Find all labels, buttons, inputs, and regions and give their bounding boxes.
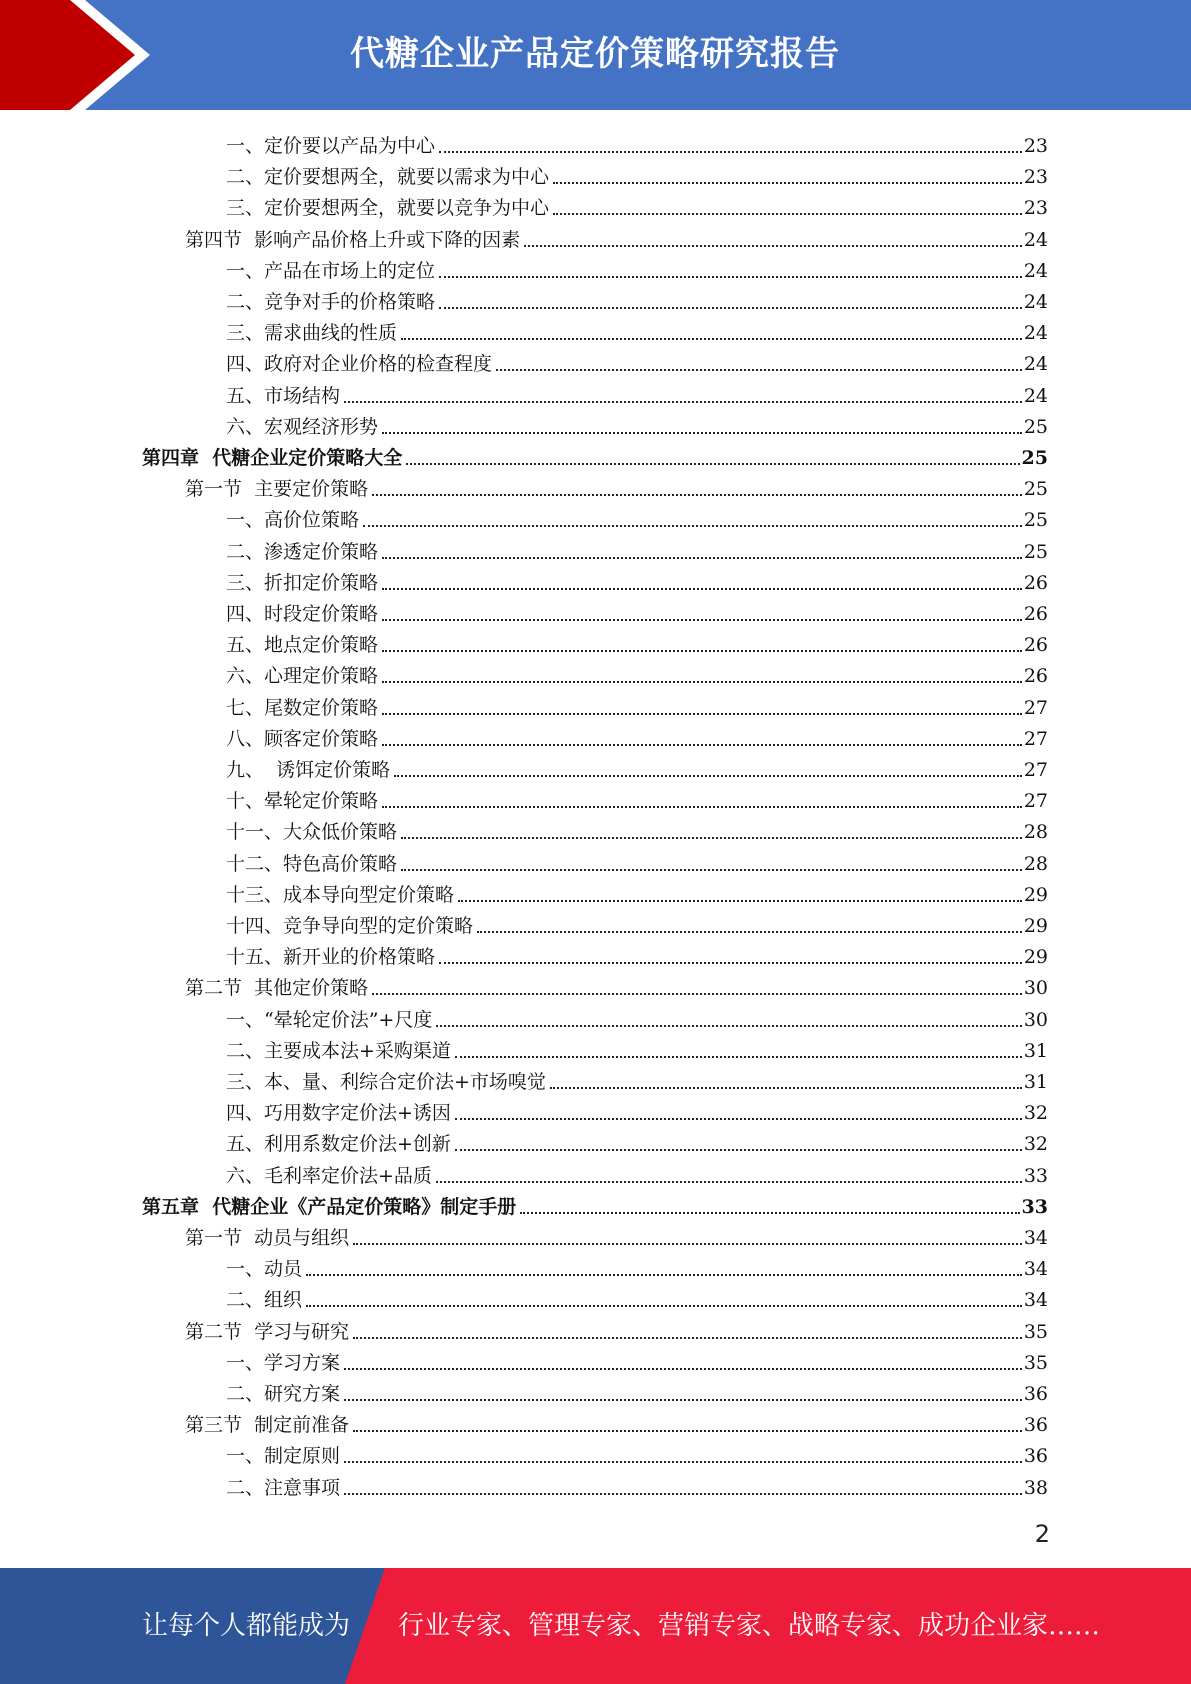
toc-page-number: 27: [1023, 696, 1048, 719]
toc-item-entry[interactable]: [226, 907, 1048, 938]
toc-page-number: 34: [1023, 1258, 1048, 1281]
toc-entry-title: 六、毛利率定价法+品质: [226, 1164, 432, 1187]
toc-dot-leader: [439, 151, 1022, 153]
toc-dot-leader: [382, 557, 1022, 559]
toc-item-entry[interactable]: [226, 845, 1048, 876]
toc-dot-leader: [524, 245, 1022, 247]
toc-dot-leader: [382, 619, 1022, 621]
toc-page-number: 28: [1023, 821, 1048, 844]
toc-entry-title: 二、渗透定价策略: [226, 540, 379, 563]
toc-entry-title: 二、注意事项: [226, 1476, 341, 1499]
toc-entry-title: 四、时段定价策略: [226, 603, 379, 625]
toc-page-number: 23: [1023, 135, 1048, 157]
toc-page-number: 26: [1023, 634, 1048, 657]
toc-entry-title: 十、晕轮定价策略: [226, 790, 379, 813]
toc-dot-leader: [382, 588, 1022, 590]
toc-item-entry[interactable]: [226, 283, 1048, 314]
toc-dot-leader: [353, 1430, 1022, 1432]
toc-entry-title: 一、学习方案: [226, 1351, 341, 1374]
toc-page-number: 24: [1023, 322, 1048, 345]
toc-item-entry[interactable]: [226, 751, 1048, 782]
toc-page-number: 24: [1023, 259, 1048, 282]
toc-dot-leader: [458, 900, 1022, 902]
toc-page-number: 25: [1023, 478, 1048, 501]
toc-page-number: 24: [1023, 384, 1048, 407]
toc-dot-leader: [436, 1025, 1021, 1027]
toc-entry-title: 八、顾客定价策略: [226, 727, 379, 750]
header-arrow-decoration: [0, 0, 160, 110]
toc-dot-leader: [344, 401, 1022, 403]
toc-page-number: 24: [1023, 353, 1048, 376]
toc-dot-leader: [439, 276, 1022, 278]
toc-entry-title: 四、政府对企业价格的检查程度: [226, 353, 493, 376]
toc-entry-title: 二、组织: [226, 1289, 303, 1312]
toc-dot-leader: [353, 1337, 1022, 1339]
toc-entry-title: 第二节 其他定价策略: [185, 977, 369, 1000]
toc-page-number: 36: [1023, 1414, 1048, 1437]
toc-entry-title: 一、“晕轮定价法”+尺度: [226, 1008, 433, 1031]
toc-page-number: 26: [1023, 665, 1048, 688]
toc-dot-leader: [382, 713, 1022, 715]
toc-dot-leader: [550, 1087, 1022, 1089]
toc-entry-title: 九、 诱饵定价策略: [226, 759, 391, 781]
toc-entry-title: 五、市场结构: [226, 384, 341, 407]
toc-dot-leader: [382, 744, 1022, 746]
toc-entry-title: 二、竞争对手的价格策略: [226, 291, 436, 313]
toc-dot-leader: [394, 775, 1022, 777]
toc-entry-title: 一、定价要以产品为中心: [226, 135, 436, 157]
toc-dot-leader: [382, 806, 1022, 808]
toc-entry-title: 第二节 学习与研究: [185, 1320, 350, 1343]
toc-item-entry[interactable]: [226, 1063, 1048, 1094]
toc-entry-title: 三、本、量、利综合定价法+市场嗅觉: [226, 1071, 546, 1093]
toc-section-entry[interactable]: [185, 470, 1048, 501]
toc-item-entry[interactable]: [226, 252, 1048, 283]
toc-entry-title: 三、折扣定价策略: [226, 571, 379, 594]
toc-page-number: 25: [1023, 509, 1048, 532]
toc-dot-leader: [344, 1493, 1022, 1495]
toc-page-number: 33: [1023, 1164, 1048, 1187]
toc-entry-title: 第四节 影响产品价格上升或下降的因素: [185, 228, 521, 251]
toc-item-entry[interactable]: [226, 314, 1048, 345]
toc-entry-title: 六、心理定价策略: [226, 665, 379, 688]
toc-dot-leader: [455, 1118, 1022, 1120]
toc-page-number: 32: [1023, 1102, 1048, 1125]
toc-item-entry[interactable]: [226, 377, 1048, 408]
toc-entry-title: 五、利用系数定价法+创新: [226, 1133, 451, 1156]
report-title: 代糖企业产品定价策略研究报告: [350, 34, 840, 74]
toc-page-number: 36: [1023, 1383, 1048, 1405]
toc-page-number: 30: [1023, 977, 1048, 1000]
toc-item-entry[interactable]: [226, 1437, 1048, 1468]
toc-item-entry[interactable]: [226, 345, 1048, 376]
toc-dot-leader: [401, 869, 1022, 871]
toc-page-number: 34: [1023, 1227, 1048, 1249]
toc-chapter-entry[interactable]: [142, 439, 1048, 470]
toc-item-entry[interactable]: [226, 1375, 1048, 1406]
toc-dot-leader: [553, 213, 1022, 215]
toc-dot-leader: [372, 494, 1022, 496]
toc-page-number: 27: [1023, 790, 1048, 813]
toc-page-number: 31: [1023, 1071, 1048, 1093]
toc-section-entry[interactable]: [185, 221, 1048, 252]
toc-page-number: 27: [1023, 759, 1048, 781]
toc-page-number: 24: [1023, 291, 1048, 313]
toc-item-entry[interactable]: [226, 127, 1048, 158]
toc-dot-leader: [455, 1056, 1022, 1058]
toc-dot-leader: [382, 650, 1022, 652]
toc-entry-title: 七、尾数定价策略: [226, 696, 379, 719]
toc-dot-leader: [353, 1243, 1022, 1245]
toc-page-number: 25: [1023, 415, 1048, 438]
toc-entry-title: 第一节 动员与组织: [185, 1227, 350, 1249]
toc-dot-leader: [477, 931, 1022, 933]
toc-entry-title: 二、研究方案: [226, 1383, 341, 1405]
toc-item-entry[interactable]: [226, 408, 1048, 439]
toc-dot-leader: [372, 993, 1022, 995]
toc-page-number: 23: [1023, 166, 1048, 189]
toc-item-entry[interactable]: [226, 1157, 1048, 1188]
toc-item-entry[interactable]: [226, 501, 1048, 532]
toc-dot-leader: [553, 182, 1022, 184]
page-header: [0, 0, 1191, 110]
toc-entry-title: 六、宏观经济形势: [226, 415, 379, 438]
page-footer: [0, 1568, 1191, 1684]
toc-page-number: 29: [1023, 883, 1048, 906]
toc-item-entry[interactable]: [226, 626, 1048, 657]
toc-item-entry[interactable]: [226, 1469, 1048, 1500]
toc-item-entry[interactable]: [226, 533, 1048, 564]
toc-entry-title: 十五、新开业的价格策略: [226, 946, 436, 969]
toc-item-entry[interactable]: [226, 1281, 1048, 1312]
toc-entry-title: 十三、成本导向型定价策略: [226, 883, 455, 906]
toc-entry-title: 十一、大众低价策略: [226, 821, 398, 844]
toc-item-entry[interactable]: [226, 720, 1048, 751]
page-number: 2: [1034, 1520, 1050, 1548]
toc-item-entry[interactable]: [226, 1125, 1048, 1156]
toc-page-number: 25: [1023, 540, 1048, 563]
toc-section-entry[interactable]: [185, 1219, 1048, 1250]
footer-slogan-right: 行业专家、管理专家、营销专家、战略专家、成功企业家……: [398, 1611, 1101, 1641]
toc-dot-leader: [382, 432, 1022, 434]
toc-page-number: 34: [1023, 1289, 1048, 1312]
toc-dot-leader: [439, 962, 1022, 964]
toc-entry-title: 三、定价要想两全，就要以竞争为中心: [226, 197, 550, 220]
toc-entry-title: 二、主要成本法+采购渠道: [226, 1039, 451, 1062]
footer-slogan-left: 让每个人都能成为: [142, 1611, 351, 1641]
toc-page-number: 28: [1023, 852, 1048, 875]
toc-dot-leader: [401, 837, 1022, 839]
toc-entry-title: 二、定价要想两全，就要以需求为中心: [226, 166, 550, 189]
toc-page-number: 38: [1023, 1476, 1048, 1499]
toc-entry-title: 三、需求曲线的性质: [226, 322, 398, 345]
toc-page-number: 25: [1021, 447, 1048, 469]
toc-chapter-entry[interactable]: [142, 1188, 1048, 1219]
toc-page-number: 36: [1023, 1445, 1048, 1468]
toc-entry-title: 第三节 制定前准备: [185, 1414, 350, 1437]
toc-dot-leader: [344, 1399, 1022, 1401]
toc-entry-title: 四、巧用数字定价法+诱因: [226, 1102, 451, 1125]
toc-page-number: 35: [1023, 1351, 1048, 1374]
toc-entry-title: 十四、竞争导向型的定价策略: [226, 915, 474, 937]
toc-dot-leader: [406, 463, 1019, 465]
toc-section-entry[interactable]: [185, 1406, 1048, 1437]
toc-page-number: 26: [1023, 571, 1048, 594]
toc-dot-leader: [401, 338, 1022, 340]
toc-entry-title: 一、高价位策略: [226, 509, 360, 532]
toc-page-number: 29: [1023, 946, 1048, 969]
toc-dot-leader: [363, 525, 1022, 527]
toc-entry-title: 第五章 代糖企业《产品定价策略》制定手册: [142, 1195, 517, 1218]
toc-dot-leader: [496, 369, 1022, 371]
toc-item-entry[interactable]: [226, 657, 1048, 688]
toc-item-entry[interactable]: [226, 564, 1048, 595]
toc-item-entry[interactable]: [226, 813, 1048, 844]
toc-page-number: 27: [1023, 727, 1048, 750]
toc-section-entry[interactable]: [185, 1313, 1048, 1344]
toc-dot-leader: [520, 1212, 1019, 1214]
toc-entry-title: 第一节 主要定价策略: [185, 478, 369, 501]
toc-item-entry[interactable]: [226, 1001, 1048, 1032]
toc-page-number: 24: [1023, 228, 1048, 251]
toc-dot-leader: [306, 1274, 1022, 1276]
toc-entry-title: 一、制定原则: [226, 1445, 341, 1468]
toc-page-number: 30: [1023, 1008, 1048, 1031]
toc-entry-title: 第四章 代糖企业定价策略大全: [142, 447, 403, 469]
toc-item-entry[interactable]: [226, 782, 1048, 813]
toc-dot-leader: [306, 1305, 1022, 1307]
toc-item-entry[interactable]: [226, 938, 1048, 969]
toc-page-number: 26: [1023, 603, 1048, 625]
toc-dot-leader: [455, 1149, 1022, 1151]
toc-dot-leader: [344, 1461, 1022, 1463]
toc-item-entry[interactable]: [226, 876, 1048, 907]
toc-dot-leader: [382, 681, 1022, 683]
toc-page-number: 23: [1023, 197, 1048, 220]
toc-page-number: 31: [1023, 1039, 1048, 1062]
toc-item-entry[interactable]: [226, 1344, 1048, 1375]
toc-item-entry[interactable]: [226, 689, 1048, 720]
toc-item-entry[interactable]: [226, 1250, 1048, 1281]
toc-entry-title: 十二、特色高价策略: [226, 852, 398, 875]
toc-entry-title: 一、产品在市场上的定位: [226, 259, 436, 282]
toc-dot-leader: [436, 1181, 1022, 1183]
toc-item-entry[interactable]: [226, 158, 1048, 189]
toc-item-entry[interactable]: [226, 1032, 1048, 1063]
toc-item-entry[interactable]: [226, 189, 1048, 220]
toc-page-number: 35: [1023, 1320, 1048, 1343]
toc-entry-title: 一、动员: [226, 1258, 303, 1281]
toc-entry-title: 五、地点定价策略: [226, 634, 379, 657]
toc-page-number: 33: [1021, 1195, 1048, 1218]
toc-dot-leader: [439, 307, 1022, 309]
toc-page-number: 32: [1023, 1133, 1048, 1156]
toc-item-entry[interactable]: [226, 1094, 1048, 1125]
toc-section-entry[interactable]: [185, 969, 1048, 1000]
toc-page-number: 29: [1023, 915, 1048, 937]
toc-item-entry[interactable]: [226, 595, 1048, 626]
toc-dot-leader: [344, 1368, 1022, 1370]
